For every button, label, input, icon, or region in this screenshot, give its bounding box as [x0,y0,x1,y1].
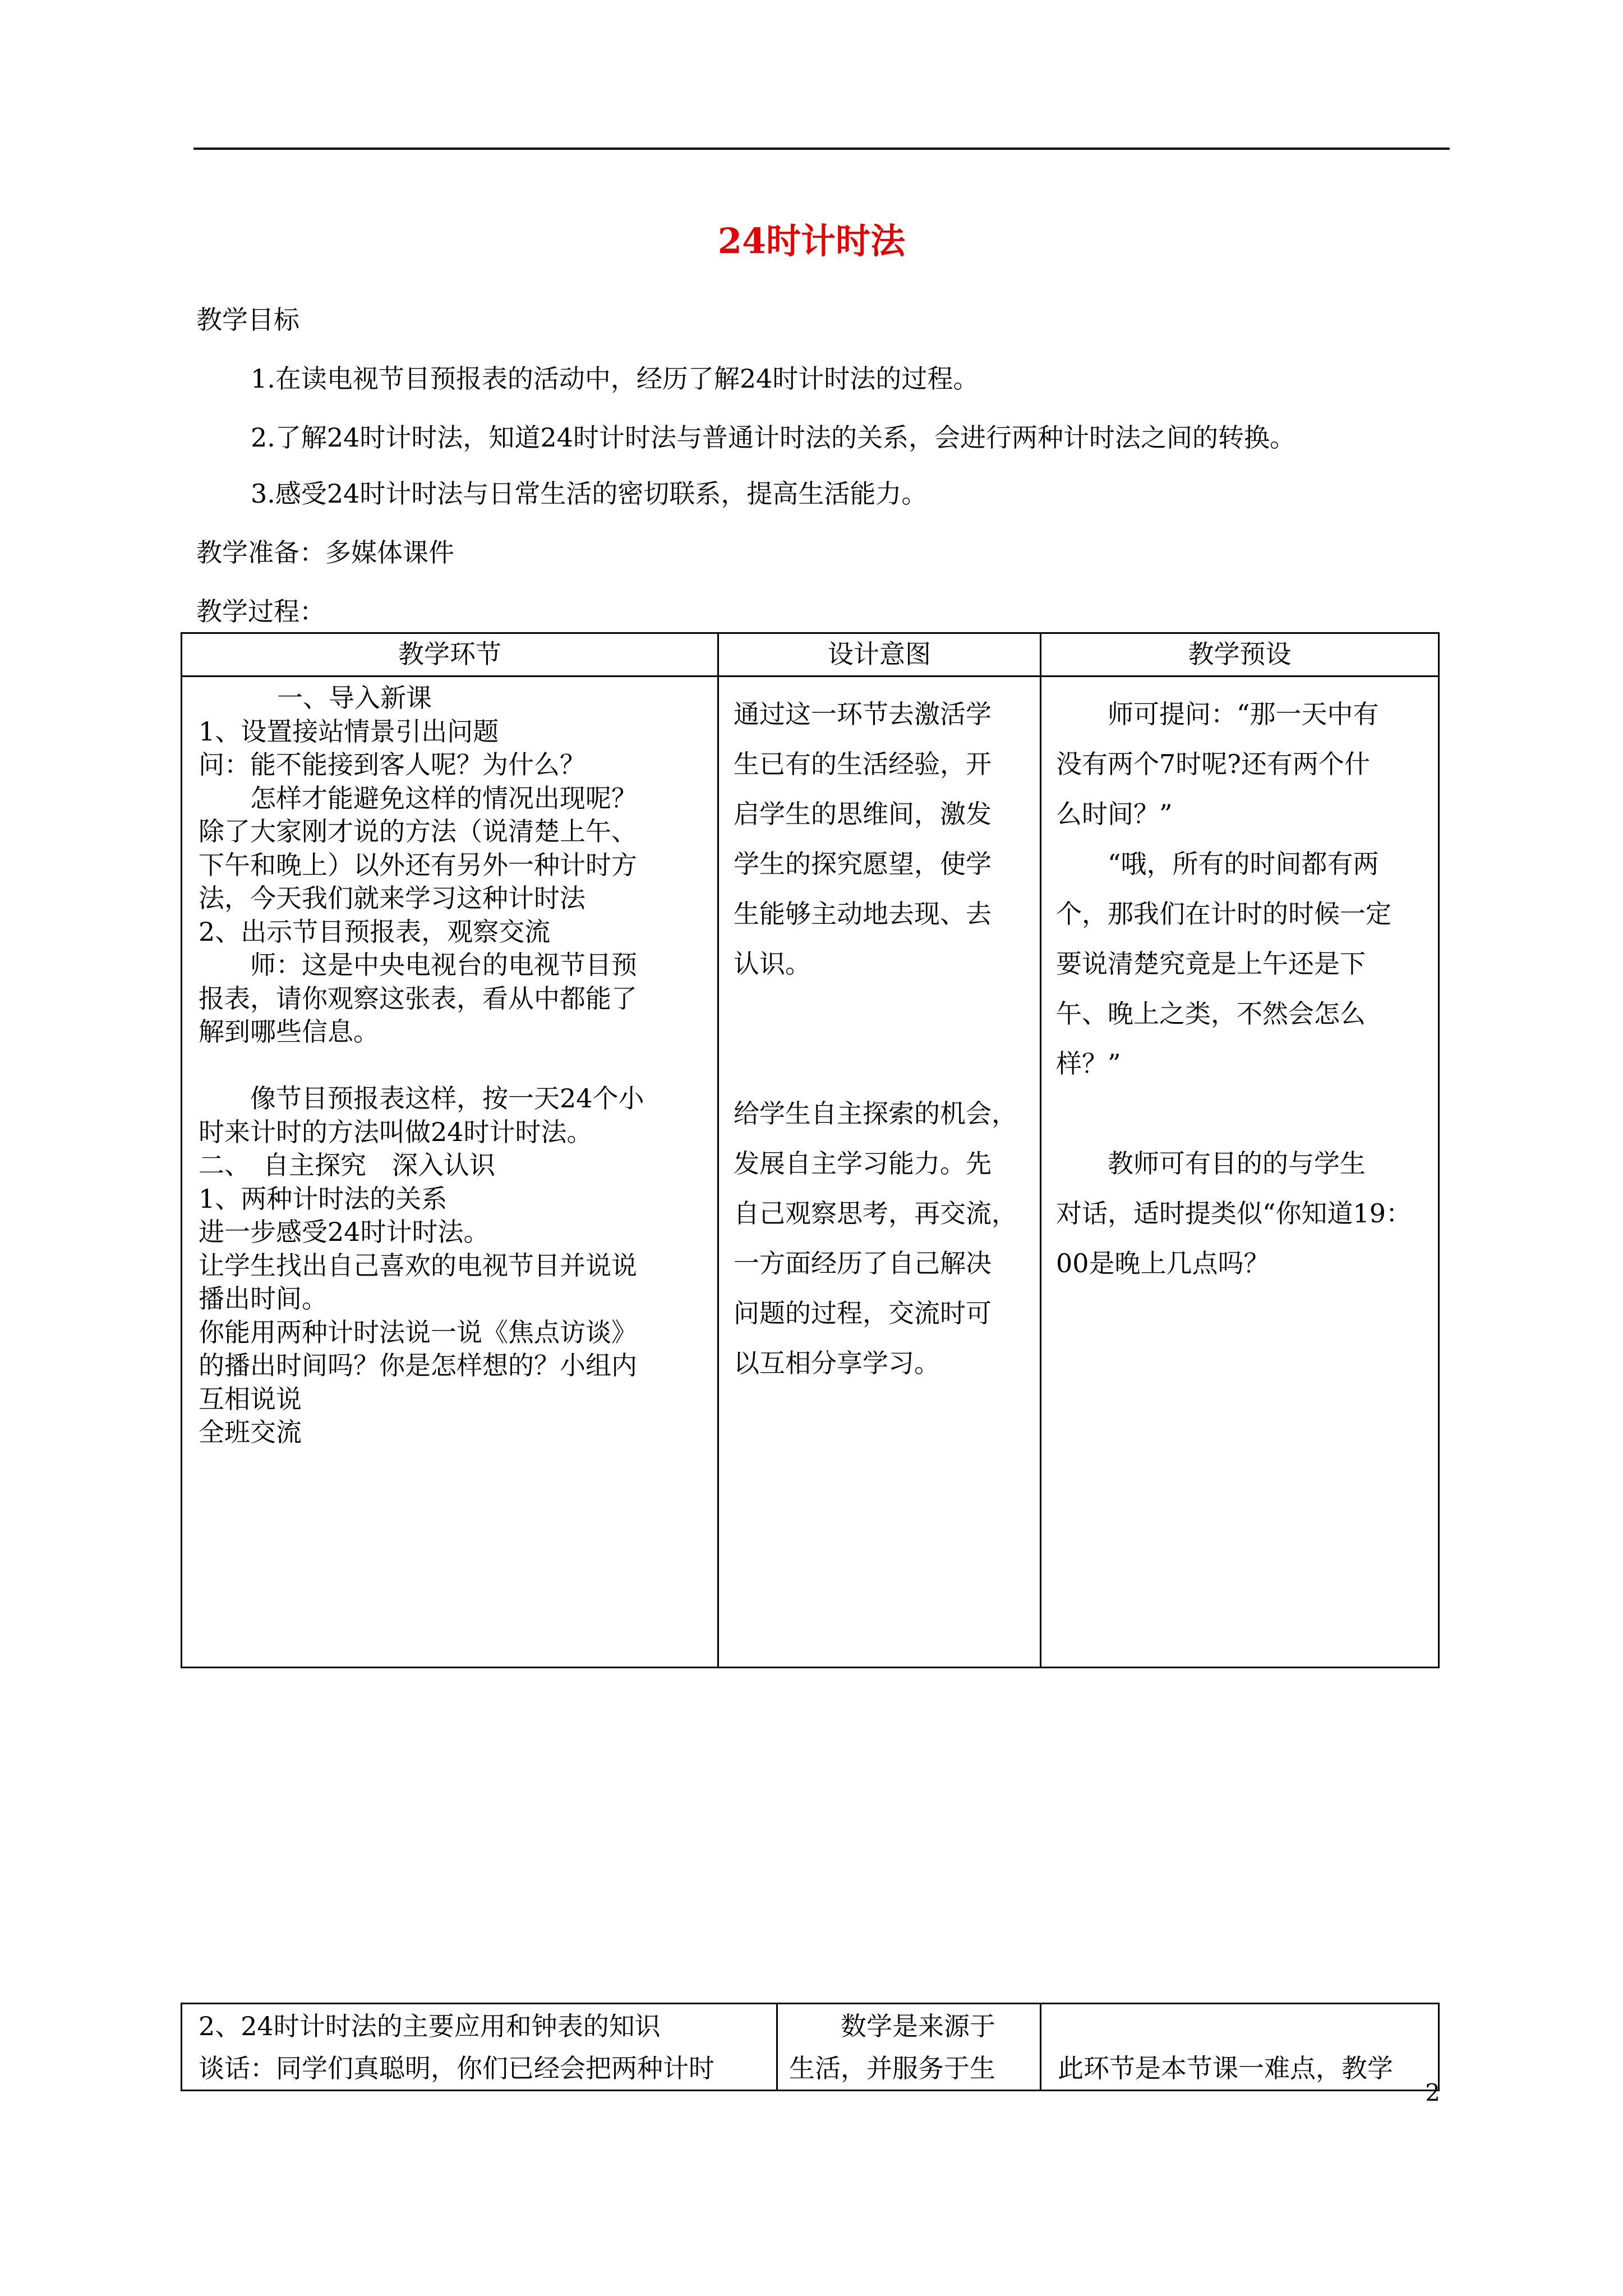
list-item: 么时间？” [1056,799,1173,829]
page-number: 2 [1425,2079,1440,2106]
list-item: 给学生自主探索的机会， [734,1098,1017,1129]
list-item: 1、设置接站情景引出问题 [199,716,499,747]
list-item: 00是晚上几点吗？ [1056,1248,1270,1278]
table-row [182,2004,1439,2091]
header-cell: 教学环节 [182,633,718,677]
list-item: 2、24时计时法的主要应用和钟表的知识 [199,2011,661,2041]
preparation: 教学准备：多媒体课件 [196,537,454,568]
list-item: 自己观察思考，再交流， [734,1198,1017,1228]
list-item: 二、 自主探究 深入认识 [199,1150,495,1180]
lesson-table-continued [181,2003,1440,2091]
list-item: 师：这是中央电视台的电视节目预 [250,950,637,980]
page-title: 24时计时法 [717,220,906,261]
list-item: 数学是来源于 [841,2011,995,2041]
lesson-table [181,632,1440,1668]
list-item: 的播出时间吗？你是怎样想的？小组内 [199,1350,637,1381]
list-item: 全班交流 [199,1417,302,1447]
teaching-preset-cell [1041,677,1439,1668]
list-item: 样？” [1056,1048,1121,1079]
teaching-steps-cell [182,677,718,1668]
list-item: 此环节是本节课一难点，教学 [1058,2053,1393,2083]
list-item: 问：能不能接到客人呢？为什么？ [199,749,585,780]
list-item: 生已有的生活经验，开 [734,749,992,779]
list-item: 解到哪些信息。 [199,1016,379,1047]
list-item: “哦，所有的时间都有两 [1108,849,1379,879]
list-item: 2、出示节目预报表，观察交流 [199,916,551,947]
teaching-preset-cell [1041,2004,1439,2091]
list-item: 1、两种计时法的关系 [199,1183,448,1214]
list-item: 生能够主动地去现、去 [734,899,992,929]
objectives-heading: 教学目标 [196,305,299,335]
list-item: 让学生找出自己喜欢的电视节目并说说 [199,1250,637,1281]
list-item: 互相说说 [199,1383,302,1414]
objective-2: 2.了解24时计时法，知道24时计时法与普通计时法的关系，会进行两种计时法之间的转换。 [251,422,1295,453]
table-row [182,677,1439,1668]
process-heading: 教学过程： [196,596,325,627]
list-item: 时来计时的方法叫做24时计时法。 [199,1116,593,1147]
list-item: 启学生的思维间，激发 [734,799,992,829]
list-item: 问题的过程，交流时可 [734,1298,992,1328]
list-item: 个，那我们在计时的时候一定 [1056,899,1391,929]
list-item: 师可提问：“那一天中有 [1108,699,1379,729]
list-item: 对话，适时提类似“你知道19： [1056,1198,1412,1228]
list-item: 除了大家刚才说的方法（说清楚上午、 [199,816,637,846]
list-item: 午、晚上之类，不然会怎么 [1056,999,1366,1029]
list-item: 报表，请你观察这张表，看从中都能了 [199,983,637,1014]
list-item: 要说清楚究竟是上午还是下 [1056,949,1366,979]
list-item: 生活，并服务于生 [789,2053,995,2083]
list-item: 一方面经历了自己解决 [734,1248,992,1278]
objective-3: 3.感受24时计时法与日常生活的密切联系，提高生活能力。 [251,478,928,509]
header-rule [193,148,1450,150]
list-item: 通过这一环节去激活学 [734,699,992,729]
list-item: 像节目预报表这样，按一天24个小 [250,1083,644,1114]
design-intent-cell [777,2004,1041,2091]
list-item: 播出时间。 [199,1283,328,1314]
list-item: 教师可有目的的与学生 [1108,1148,1366,1179]
list-item: 下午和晚上）以外还有另外一种计时方 [199,849,637,880]
list-item: 一、导入新课 [277,683,432,713]
teaching-steps-cell [182,2004,777,2091]
design-intent-cell [718,677,1041,1668]
list-item: 学生的探究愿望，使学 [734,849,992,879]
list-item: 认识。 [734,949,811,979]
list-item: 法，今天我们就来学习这种计时法 [199,883,585,913]
objective-1: 1.在读电视节目预报表的活动中，经历了解24时计时法的过程。 [251,364,979,394]
list-item: 怎样才能避免这样的情况出现呢？ [250,783,637,813]
list-item: 发展自主学习能力。先 [734,1148,992,1179]
list-item: 以互相分享学习。 [734,1348,940,1378]
table-header-row [182,633,1439,677]
list-item: 进一步感受24时计时法。 [199,1217,490,1247]
header-cell: 设计意图 [718,633,1041,677]
header-cell: 教学预设 [1041,633,1439,677]
list-item: 谈话：同学们真聪明，你们已经会把两种计时 [199,2053,714,2083]
list-item: 你能用两种计时法说一说《焦点访谈》 [199,1317,637,1347]
list-item: 没有两个7时呢?还有两个什 [1056,749,1370,779]
